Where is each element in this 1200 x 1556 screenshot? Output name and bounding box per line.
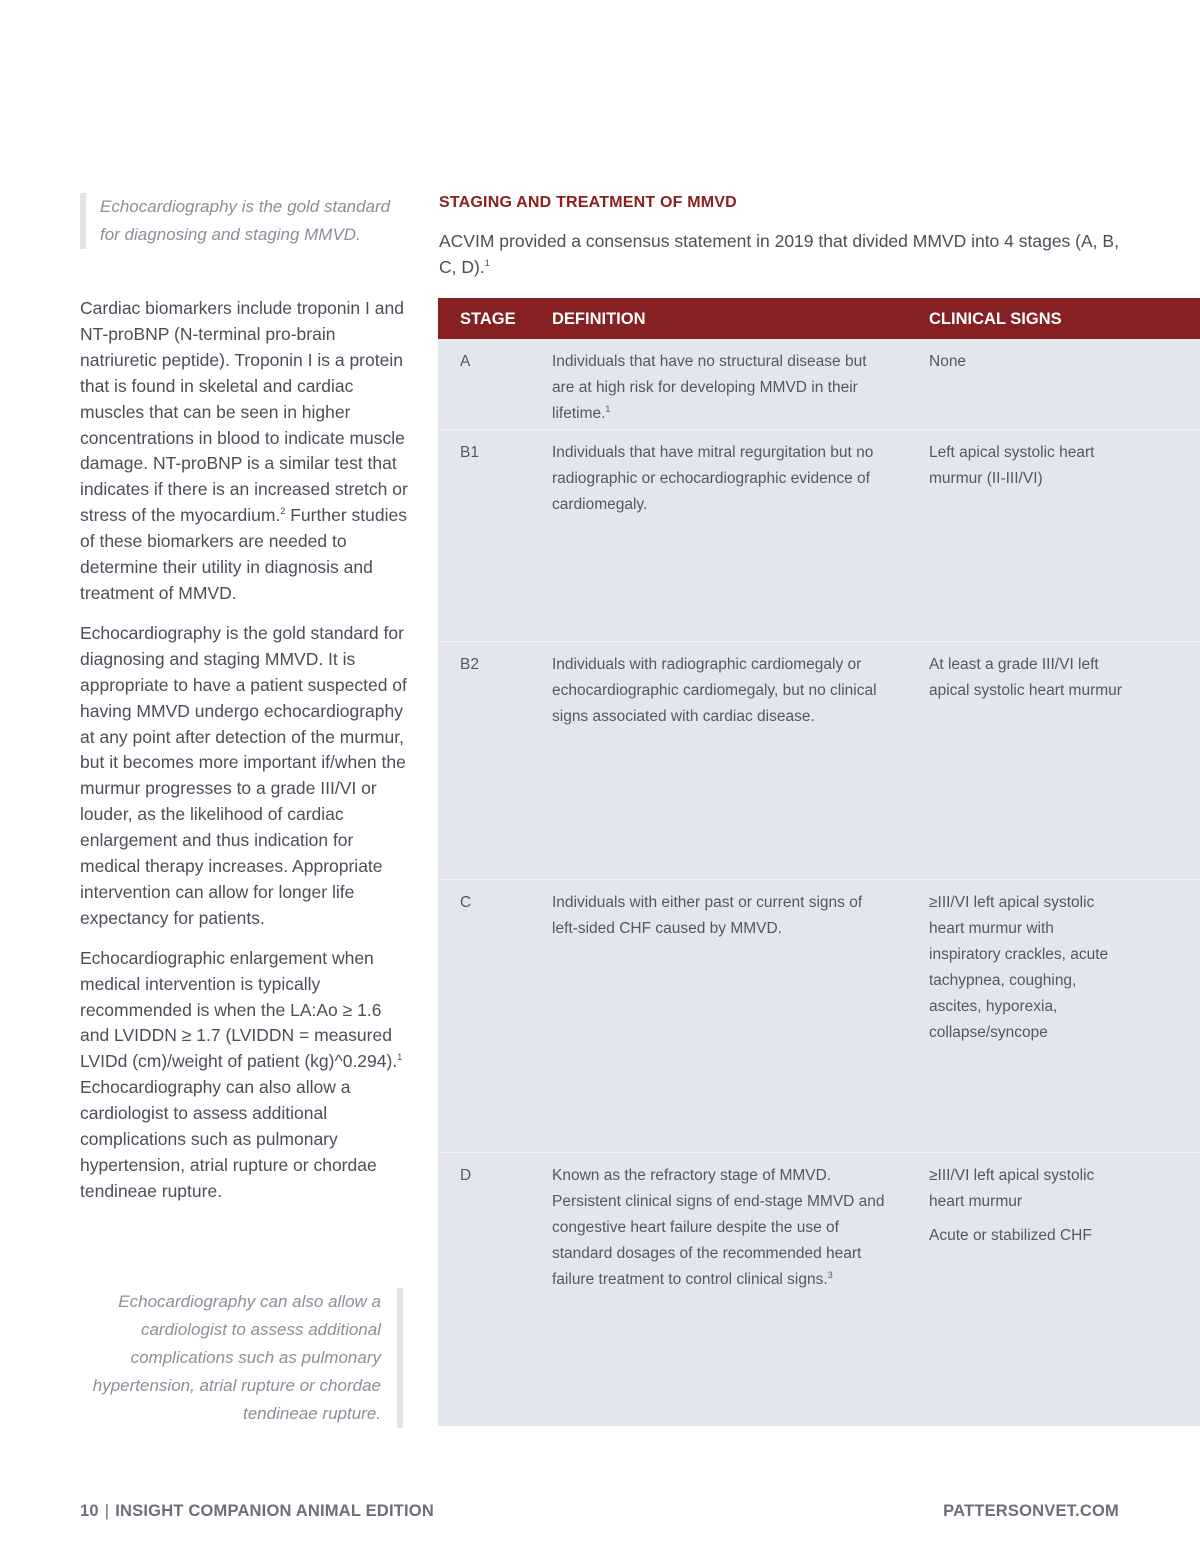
paragraph-enlargement xyxy=(80,946,410,1205)
stage-cell: B1 xyxy=(460,444,479,461)
definition-cell xyxy=(552,440,892,518)
definition-cell xyxy=(552,1163,892,1293)
footer-website[interactable]: PATTERSONVET.COM xyxy=(943,1502,1119,1520)
clinical-signs-cell xyxy=(929,440,1129,492)
clinical-signs-text: ≥III/VI left apical systolic heart murmur with inspiratory crackles, acute tachypnea, coughing, ascites, hyporexia, collapse/syncope xyxy=(929,894,1109,1041)
table-row xyxy=(438,642,1200,880)
clinical-signs-cell xyxy=(929,349,1129,375)
table-row xyxy=(438,1153,1200,1426)
footnote-ref: 1 xyxy=(484,258,490,269)
definition-text: Individuals that have no structural disease but are at high risk for developing MMVD in their lifetime. xyxy=(552,353,867,422)
stage-cell: C xyxy=(460,894,472,911)
footer-left xyxy=(80,1502,434,1521)
stage-cell: A xyxy=(460,353,471,370)
pullquote-top xyxy=(80,193,410,249)
clinical-signs-text: ≥III/VI left apical systolic heart murmur xyxy=(929,1167,1095,1210)
clinical-signs-text: At least a grade III/VI left apical systolic heart murmur xyxy=(929,656,1122,699)
clinical-signs-cell xyxy=(929,890,1119,1045)
section-intro-text: ACVIM provided a consensus statement in 2019 that divided MMVD into 4 stages (A, B, C, D). xyxy=(439,231,1119,277)
pullquote-bottom-text: Echocardiography can also allow a cardiologist to assess additional complications such as pulmonary hypertension, atrial rupture or chordae tendineae rupture. xyxy=(92,1292,381,1423)
section-intro xyxy=(439,228,1139,280)
pullquote-bottom xyxy=(80,1288,403,1428)
pullquote-top-text: Echocardiography is the gold standard for diagnosing and staging MMVD. xyxy=(100,197,391,244)
definition-cell xyxy=(552,890,892,942)
paragraph-biomarkers-tail: Further studies of these biomarkers are needed to determine their utility in diagnosis and treatment of MMVD. xyxy=(80,505,407,603)
definition-text: Individuals with radiographic cardiomegaly or echocardiographic cardiomegaly, but no clinical signs associated with cardiac disease. xyxy=(552,656,877,725)
paragraph-biomarkers-text: Cardiac biomarkers include troponin I and NT-proBNP (N-terminal pro-brain natriuretic peptide). Troponin I is a protein that is found in skeletal and cardiac muscles that can be seen in higher concentrations in blood to indicate muscle damage. NT-proBNP is a similar test that indicates if there is an increased stretch or stress of the myocardium. xyxy=(80,298,408,526)
paragraph-echocardiography: Echocardiography is the gold standard for diagnosing and staging MMVD. It is appropriate to have a patient suspected of having MMVD undergo echocardiography at any point after detection of the murmur, but it becomes more important if/when the murmur progresses to a grade III/VI or louder, as the likelihood of cardiac enlargement and thus indication for medical therapy increases. Appropriate intervention can allow for longer life expectancy for patients. xyxy=(80,622,407,928)
table-row xyxy=(438,430,1200,642)
left-column xyxy=(80,296,410,1219)
paragraph-enlargement-text: Echocardiographic enlargement when medical intervention is typically recommended is when the LA:Ao ≥ 1.6 and LVIDDN ≥ 1.7 (LVIDDN = measured LVIDd (cm)/weight of patient (kg)^0.294). xyxy=(80,947,398,1072)
header-clinical-signs: CLINICAL SIGNS xyxy=(929,310,1062,328)
publication-title: INSIGHT COMPANION ANIMAL EDITION xyxy=(115,1502,434,1520)
definition-text: Individuals with either past or current signs of left-sided CHF caused by MMVD. xyxy=(552,894,863,937)
footer-separator: | xyxy=(104,1502,110,1520)
footnote-ref: 1 xyxy=(397,1052,403,1063)
definition-text: Individuals that have mitral regurgitation but no radiographic or echocardiographic evidence of cardiomegaly. xyxy=(552,444,874,513)
definition-text: Known as the refractory stage of MMVD. Persistent clinical signs of end-stage MMVD and congestive heart failure despite the use of standard dosages of the recommended heart failure treatment to control clinical signs. xyxy=(552,1167,885,1288)
clinical-signs-text: Left apical systolic heart murmur (II-III/VI) xyxy=(929,444,1095,487)
paragraph-biomarkers xyxy=(80,296,410,607)
staging-table xyxy=(438,298,1200,1426)
footnote-ref: 3 xyxy=(827,1269,833,1280)
footnote-ref: 1 xyxy=(605,403,611,414)
table-row xyxy=(438,880,1200,1153)
paragraph-enlargement-tail: Echocardiography can also allow a cardiologist to assess additional complications such as pulmonary hypertension, atrial rupture or chordae tendineae rupture. xyxy=(80,1077,377,1201)
page-number: 10 xyxy=(80,1502,99,1520)
stage-cell: D xyxy=(460,1167,472,1184)
clinical-signs-text: None xyxy=(929,353,967,370)
clinical-signs-cell xyxy=(929,652,1129,704)
definition-cell xyxy=(552,349,892,427)
definition-cell xyxy=(552,652,892,730)
stage-cell: B2 xyxy=(460,656,479,673)
clinical-signs-cell xyxy=(929,1163,1109,1249)
header-stage: STAGE xyxy=(460,310,516,328)
table-header xyxy=(438,298,1200,339)
footnote-ref: 2 xyxy=(280,506,286,517)
header-definition: DEFINITION xyxy=(552,310,646,328)
section-title: STAGING AND TREATMENT OF MMVD xyxy=(439,194,737,211)
table-row xyxy=(438,339,1200,430)
clinical-signs-text-secondary: Acute or stabilized CHF xyxy=(929,1226,1092,1244)
